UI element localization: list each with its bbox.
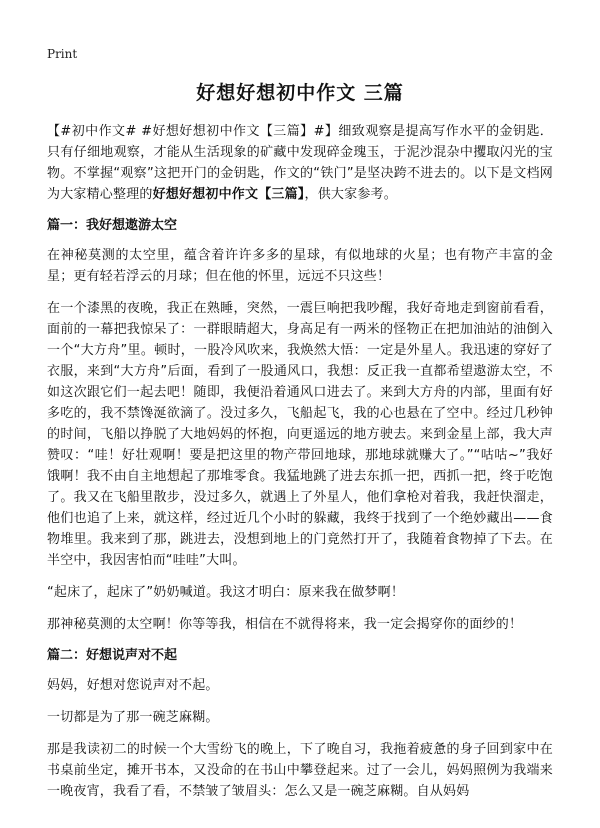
document-page	[47, 78, 553, 813]
paragraph: 一切都是为了那一碗芝麻糊。	[47, 710, 219, 725]
intro-paragraph	[47, 121, 553, 205]
page-title: 好想好想初中作文 三篇	[196, 82, 404, 104]
intro-text-2: ，供大家参考。	[304, 187, 397, 202]
intro-bold-title: 好想好想初中作文【三篇】	[152, 187, 305, 202]
paragraph: “起床了，起床了”奶奶喊道。我这才明白：原来我在做梦啊！	[47, 585, 405, 600]
intro-text-1: 【#初中作文# #好想好想初中作文【三篇】#】细致观察是提高写作水平的金钥匙．只有仔细地观察，才能从生活现象的矿藏中发现碎金瑰玉，于泥沙混杂中攫取闪光的宝物。不掌握“观察”这把开门的金钥匙，作文的“铁门”是坚决跨不进去的。以下是文档网为大家精心整理的	[47, 124, 553, 202]
paragraph: 妈妈，好想对您说声对不起。	[47, 678, 219, 693]
paragraph: 那神秘莫测的太空啊！你等等我，相信在不就得将来，我一定会揭穿你的面纱的！	[47, 617, 523, 632]
section-heading-2: 篇二：好想说声对不起	[47, 648, 178, 663]
section-heading-1: 篇一：我好想遨游太空	[47, 218, 178, 233]
print-link[interactable]: Print	[47, 47, 78, 61]
paragraph: 那是我读初二的时候一个大雪纷飞的晚上，下了晚自习，我拖着疲惫的身子回到家中在书桌前坐定，摊开书本，又没命的在书山中攀登起来。过了一会儿，妈妈照例为我端来一晚夜宵，我看了看，不禁皱了皱眉头：怎么又是一碗芝麻糊。自从妈妈	[47, 742, 553, 799]
paragraph: 在神秘莫测的太空里，蕴含着许许多多的星球，有似地球的火星；也有物产丰富的金星；更有轻若浮云的月球；但在他的怀里，远远不只这些！	[47, 248, 553, 284]
paragraph: 在一个漆黑的夜晚，我正在熟睡，突然，一震巨响把我吵醒，我好奇地走到窗前看看，面前的一幕把我惊呆了：一群眼睛超大，身高足有一两米的怪物正在把加油站的油倒入一个“大方舟”里。顿时，一股冷风吹来，我焕然大悟：一定是外星人。我迅速的穿好了衣服，来到“大方舟”后面，看到了一股通风口，我想：反正我一直都希望遨游太空，不如这次跟它们一起去吧！随即，我便沿着通风口进去了。来到大方舟的内部，里面有好多吃的，我不禁馋涎欲滴了。没过多久，飞船起飞，我的心也悬在了空中。经过几秒钟的时间，飞船以挣脱了大地妈妈的怀抱，向更遥远的地方驶去。来到金星上部，我大声赞叹：“哇！好壮观啊！要是把这里的物产带回地球，那地球就赚大了。”“咕咕~”我好饿啊！我不由自主地想起了那堆零食。我猛地跳了进去东抓一把，西抓一把，终于吃饱了。我又在飞船里散步，没过多久，就遇上了外星人，他们拿枪对着我，我赶快溜走，他们也追了上来，就这样，经过近几个小时的躲藏，我终于找到了一个绝妙藏出——食物堆里。我来到了那，跳进去，没想到地上的门竟然打开了，我随着食物掉了下去。在半空中，我因害怕而“哇哇”大叫。	[47, 301, 553, 568]
